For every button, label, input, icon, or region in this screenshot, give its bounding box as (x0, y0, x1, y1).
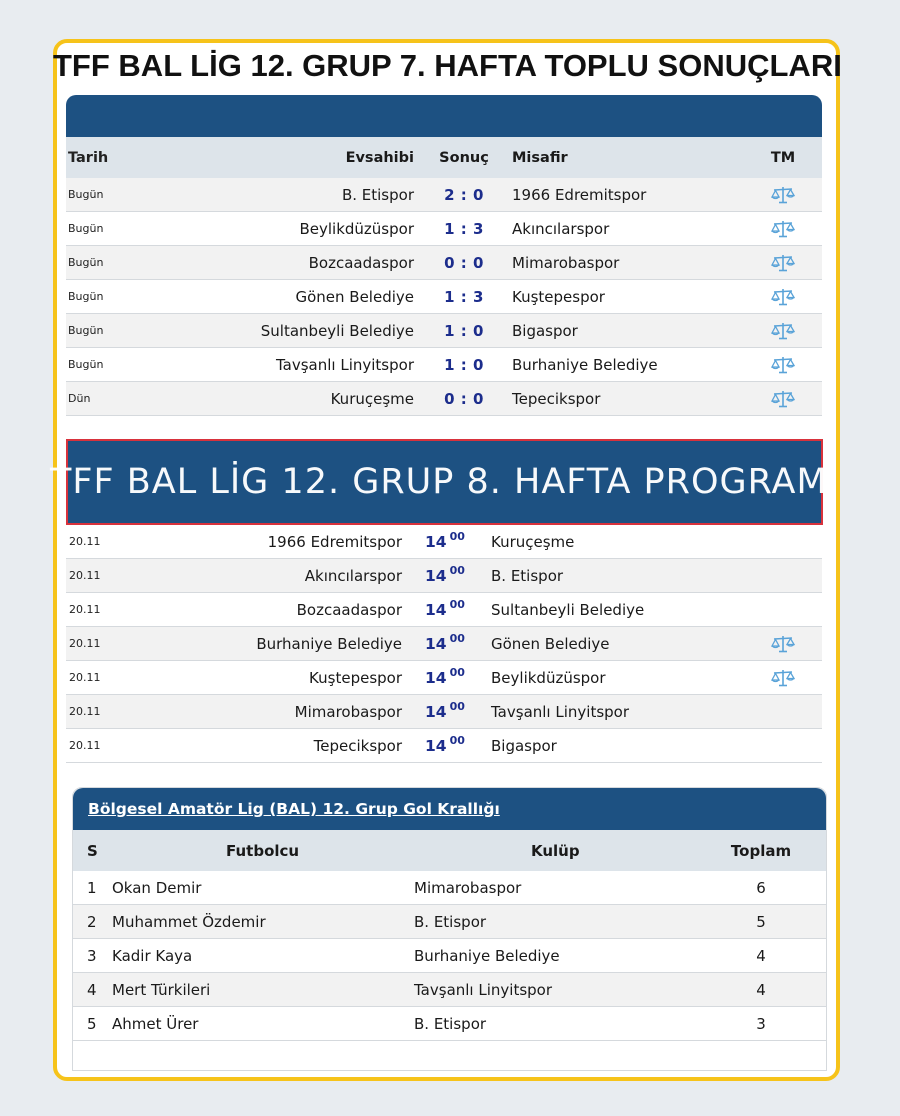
scale-icon[interactable] (771, 356, 795, 374)
tm-cell (766, 559, 800, 592)
scorer-club: Mimarobaspor (414, 878, 522, 897)
scorer-club: B. Etispor (414, 1014, 487, 1033)
program-table (66, 525, 822, 763)
fixture-date: 20.11 (69, 705, 101, 718)
scorer-club: Burhaniye Belediye (414, 946, 560, 965)
scorer-row (73, 939, 826, 973)
match-score[interactable]: 2 : 0 (444, 185, 484, 204)
scorer-rank: 4 (87, 980, 97, 999)
result-row (66, 280, 822, 314)
results-table (66, 95, 822, 416)
home-team[interactable]: Burhaniye Belediye (256, 634, 402, 653)
scorer-total: 4 (756, 946, 766, 965)
scorer-name: Ahmet Ürer (112, 1014, 199, 1033)
col-header-club: Kulüp (531, 841, 580, 860)
tm-cell (766, 661, 800, 694)
result-row (66, 348, 822, 382)
kickoff-minute: 00 (449, 598, 465, 611)
kickoff-time (425, 525, 465, 558)
tm-cell (766, 348, 800, 381)
scale-icon[interactable] (771, 254, 795, 272)
match-score[interactable]: 1 : 0 (444, 321, 484, 340)
col-header-date: Tarih (68, 149, 109, 166)
scorer-club: Tavşanlı Linyitspor (414, 980, 553, 999)
match-date: Bugün (68, 358, 104, 371)
kickoff-hour: 14 (425, 566, 447, 585)
scorer-name: Okan Demir (112, 878, 202, 897)
fixture-date: 20.11 (69, 637, 101, 650)
tm-cell (766, 593, 800, 626)
scorer-total: 4 (756, 980, 766, 999)
scorer-row (73, 1007, 826, 1041)
tm-cell (766, 280, 800, 313)
scorer-rows (73, 871, 826, 1041)
away-team[interactable]: 1966 Edremitspor (512, 185, 647, 204)
kickoff-minute: 00 (449, 666, 465, 679)
kickoff-hour: 14 (425, 600, 447, 619)
kickoff-hour: 14 (425, 702, 447, 721)
home-team[interactable]: Mimarobaspor (294, 702, 402, 721)
result-row (66, 382, 822, 416)
kickoff-minute: 00 (449, 564, 465, 577)
col-header-rank: S (87, 841, 98, 860)
scorer-name: Mert Türkileri (112, 980, 211, 999)
match-score[interactable]: 1 : 3 (444, 219, 484, 238)
col-header-tm: TM (770, 149, 796, 166)
away-team[interactable]: Beylikdüzüspor (491, 668, 606, 687)
kickoff-time (425, 729, 465, 762)
kickoff-minute: 00 (449, 734, 465, 747)
kickoff-time (425, 695, 465, 728)
fixture-date: 20.11 (69, 603, 101, 616)
tm-cell (766, 627, 800, 660)
result-row (66, 178, 822, 212)
kickoff-time (425, 559, 465, 592)
kickoff-time (425, 627, 465, 660)
home-team[interactable]: Sultanbeyli Belediye (260, 321, 414, 340)
scorers-title-link[interactable]: Bölgesel Amatör Lig (BAL) 12. Grup Gol Krallığı (88, 800, 500, 818)
col-header-player: Futbolcu (226, 841, 300, 860)
match-date: Bugün (68, 324, 104, 337)
kickoff-hour: 14 (425, 736, 447, 755)
kickoff-time (425, 661, 465, 694)
kickoff-hour: 14 (425, 668, 447, 687)
fixture-date: 20.11 (69, 569, 101, 582)
home-team[interactable]: 1966 Edremitspor (267, 532, 402, 551)
scorer-club: B. Etispor (414, 912, 487, 931)
match-date: Bugün (68, 290, 104, 303)
scale-icon[interactable] (771, 669, 795, 687)
scorer-row (73, 973, 826, 1007)
col-header-away: Misafir (512, 149, 568, 166)
result-row (66, 212, 822, 246)
home-team[interactable]: Gönen Belediye (295, 287, 414, 306)
results-header-band (66, 95, 822, 137)
tm-cell (766, 246, 800, 279)
away-team[interactable]: Kuştepespor (512, 287, 605, 306)
fixture-row (66, 559, 822, 593)
fixture-row (66, 729, 822, 763)
kickoff-hour: 14 (425, 634, 447, 653)
home-team[interactable]: Bozcaadaspor (308, 253, 414, 272)
scorers-title-bar (73, 788, 826, 830)
home-team[interactable]: Bozcaadaspor (296, 600, 402, 619)
match-score[interactable]: 0 : 0 (444, 389, 484, 408)
kickoff-minute: 00 (449, 700, 465, 713)
away-team[interactable]: Bigaspor (512, 321, 578, 340)
scale-icon[interactable] (771, 390, 795, 408)
match-date: Bugün (68, 256, 104, 269)
scale-icon[interactable] (771, 288, 795, 306)
fixture-date: 20.11 (69, 671, 101, 684)
scorer-name: Muhammet Özdemir (112, 912, 266, 931)
scale-icon[interactable] (771, 322, 795, 340)
tm-cell (766, 525, 800, 558)
scale-icon[interactable] (771, 186, 795, 204)
scorers-table (72, 787, 827, 1071)
scale-icon[interactable] (771, 635, 795, 653)
result-row (66, 314, 822, 348)
away-team[interactable]: Kuruçeşme (491, 532, 575, 551)
home-team[interactable]: Akıncılarspor (304, 566, 402, 585)
tm-cell (766, 212, 800, 245)
program-title: TFF BAL LİG 12. GRUP 8. HAFTA PROGRAMI (50, 462, 839, 502)
scorer-rank: 2 (87, 912, 97, 931)
tm-cell (766, 178, 800, 211)
kickoff-minute: 00 (449, 530, 465, 543)
match-date: Dün (68, 392, 91, 405)
home-team[interactable]: Kuruçeşme (330, 389, 414, 408)
away-team[interactable]: Bigaspor (491, 736, 557, 755)
home-team[interactable]: Tavşanlı Linyitspor (275, 355, 414, 374)
scorer-rank: 1 (87, 878, 97, 897)
scorer-total: 6 (756, 878, 766, 897)
fixture-row (66, 661, 822, 695)
page-title: TFF BAL LİG 12. GRUP 7. HAFTA TOPLU SONUÇLARI (53, 48, 842, 83)
tm-cell (766, 314, 800, 347)
tm-cell (766, 729, 800, 762)
away-team[interactable]: Sultanbeyli Belediye (491, 600, 645, 619)
fixture-row (66, 525, 822, 559)
col-header-home: Evsahibi (345, 149, 414, 166)
scorers-column-headers (73, 830, 826, 871)
results-rows (66, 178, 822, 416)
tm-cell (766, 382, 800, 415)
away-team[interactable]: Mimarobaspor (512, 253, 620, 272)
scale-icon[interactable] (771, 220, 795, 238)
home-team[interactable]: B. Etispor (341, 185, 414, 204)
col-header-total: Toplam (730, 841, 792, 860)
scorer-name: Kadir Kaya (112, 946, 193, 965)
results-column-headers (66, 137, 822, 178)
result-row (66, 246, 822, 280)
away-team[interactable]: Burhaniye Belediye (512, 355, 658, 374)
col-header-score: Sonuç (439, 149, 489, 166)
away-team[interactable]: B. Etispor (491, 566, 564, 585)
scorer-total: 3 (756, 1014, 766, 1033)
match-date: Bugün (68, 222, 104, 235)
scorer-rank: 3 (87, 946, 97, 965)
away-team[interactable]: Akıncılarspor (512, 219, 610, 238)
tm-cell (766, 695, 800, 728)
match-date: Bugün (68, 188, 104, 201)
kickoff-time (425, 593, 465, 626)
home-team[interactable]: Beylikdüzüspor (299, 219, 414, 238)
fixture-row (66, 593, 822, 627)
away-team[interactable]: Tepecikspor (512, 389, 601, 408)
fixture-date: 20.11 (69, 739, 101, 752)
scorer-rank: 5 (87, 1014, 97, 1033)
kickoff-minute: 00 (449, 632, 465, 645)
scorer-row (73, 905, 826, 939)
fixture-date: 20.11 (69, 535, 101, 548)
match-score[interactable]: 1 : 3 (444, 287, 484, 306)
home-team[interactable]: Kuştepespor (309, 668, 402, 687)
fixture-row (66, 627, 822, 661)
away-team[interactable]: Gönen Belediye (491, 634, 610, 653)
scorer-row (73, 871, 826, 905)
home-team[interactable]: Tepecikspor (313, 736, 402, 755)
away-team[interactable]: Tavşanlı Linyitspor (491, 702, 630, 721)
scorer-total: 5 (756, 912, 766, 931)
match-score[interactable]: 0 : 0 (444, 253, 484, 272)
program-banner (50, 439, 839, 525)
kickoff-hour: 14 (425, 532, 447, 551)
fixture-row (66, 695, 822, 729)
match-score[interactable]: 1 : 0 (444, 355, 484, 374)
